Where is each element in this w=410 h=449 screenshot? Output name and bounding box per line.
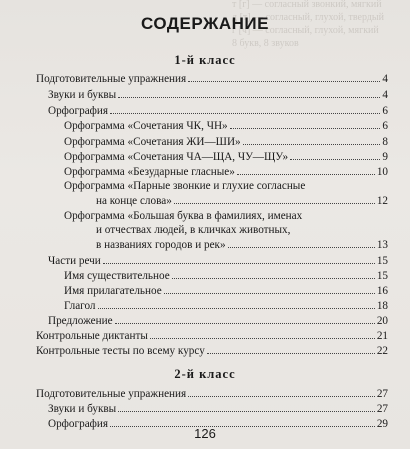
toc-entry-label[interactable]: Орфограмма «Большая буква в фамилиях, именах xyxy=(64,210,303,222)
leader-dots xyxy=(290,149,380,160)
toc-entry[interactable] xyxy=(48,253,388,268)
toc-entry-page: 27 xyxy=(376,403,388,415)
toc-entry-label: Подготовительные упражнения xyxy=(36,73,187,85)
toc-entry-continuation[interactable] xyxy=(96,193,388,208)
toc-entry[interactable] xyxy=(64,298,388,313)
ghost-line: д [т] — согласный, глухой, твердый xyxy=(232,12,384,23)
toc-entry-label-cont: на конце слова» xyxy=(96,195,172,207)
toc-entry[interactable] xyxy=(36,71,388,86)
leader-dots xyxy=(188,386,375,397)
toc-entry[interactable] xyxy=(36,328,388,343)
toc-entry-label: Глагол xyxy=(64,300,96,312)
leader-dots xyxy=(103,253,375,264)
leader-dots xyxy=(174,193,375,204)
toc-entry-page: 9 xyxy=(382,151,388,163)
leader-dots xyxy=(115,313,375,324)
toc-entry-page: 20 xyxy=(376,315,388,327)
leader-dots xyxy=(110,103,380,114)
toc-entry-label-cont: в названиях городов и рек» xyxy=(96,239,226,251)
toc-entry-page: 27 xyxy=(376,388,388,400)
toc-entry[interactable] xyxy=(64,283,388,298)
toc-entry-label: Звуки и буквы xyxy=(48,403,117,415)
toc-entry-page: 13 xyxy=(376,239,388,251)
toc-entry-label: Звуки и буквы xyxy=(48,89,117,101)
toc-entry-label: Орфография xyxy=(48,418,109,430)
toc-entry[interactable] xyxy=(36,343,388,358)
toc-entry-continuation[interactable] xyxy=(96,237,388,252)
toc-entry[interactable] xyxy=(48,313,388,328)
ghost-line: г [ч] — согласный, глухой, мягкий xyxy=(232,25,379,36)
toc-entry[interactable] xyxy=(64,134,388,149)
leader-dots xyxy=(150,328,375,339)
ghost-line: т [г] — согласный звонкий, мягкий xyxy=(232,0,382,10)
toc-entry[interactable] xyxy=(64,118,388,133)
toc-entry-page: 10 xyxy=(376,166,388,178)
leader-dots xyxy=(164,283,375,294)
leader-dots xyxy=(237,164,375,175)
leader-dots xyxy=(188,71,380,82)
toc-entry[interactable] xyxy=(36,386,388,401)
leader-dots xyxy=(230,118,381,129)
toc-entry-label: Подготовительные упражнения xyxy=(36,388,187,400)
leader-dots xyxy=(172,268,375,279)
toc-entry-page: 4 xyxy=(382,89,388,101)
toc-entry-label: Орфограмма «Безударные гласные» xyxy=(64,166,235,178)
toc-entry-label[interactable]: Орфограмма «Парные звонкие и глухие согласные xyxy=(64,180,306,192)
toc-entry-label: Контрольные тесты по всему курсу xyxy=(36,345,205,357)
toc-entry-page: 15 xyxy=(376,255,388,267)
toc-entry-label: Орфограмма «Сочетания ЧК, ЧН» xyxy=(64,120,228,132)
toc-entry-label: Имя существительное xyxy=(64,270,170,282)
toc-entry-page: 29 xyxy=(376,418,388,430)
page-title: СОДЕРЖАНИЕ xyxy=(141,14,269,33)
leader-dots xyxy=(228,237,375,248)
grade-2-heading: 2-й класс xyxy=(174,367,236,381)
leader-dots xyxy=(243,134,381,145)
toc-entry[interactable] xyxy=(64,149,388,164)
toc-entry-page: 4 xyxy=(382,73,388,85)
page-number: 126 xyxy=(194,426,216,441)
toc-entry-label-cont: и отчествах людей, в кличках животных, xyxy=(96,224,291,236)
toc-entry-page: 16 xyxy=(376,285,388,297)
toc-entry-label: Предложение xyxy=(48,315,113,327)
toc-entry-page: 15 xyxy=(376,270,388,282)
toc-entry-label: Части речи xyxy=(48,255,101,267)
toc-entry[interactable] xyxy=(48,103,388,118)
toc-entry-page: 21 xyxy=(376,330,388,342)
toc-entry[interactable] xyxy=(48,401,388,416)
toc-entry-page: 8 xyxy=(382,136,388,148)
toc-entry-label: Орфограмма «Сочетания ЧА—ЩА, ЧУ—ЩУ» xyxy=(64,151,289,163)
toc-entry-page: 18 xyxy=(376,300,388,312)
toc-entry[interactable] xyxy=(48,87,388,102)
leader-dots xyxy=(118,401,375,412)
toc-entry-page: 12 xyxy=(376,195,388,207)
leader-dots xyxy=(118,87,380,98)
toc-entry-page: 6 xyxy=(382,105,388,117)
toc-entry-label: Имя прилагательное xyxy=(64,285,162,297)
toc-entry-page: 6 xyxy=(382,120,388,132)
toc-entry-label: Контрольные диктанты xyxy=(36,330,148,342)
grade-1-heading: 1-й класс xyxy=(174,53,236,67)
leader-dots xyxy=(98,298,375,309)
toc-entry-page: 22 xyxy=(376,345,388,357)
toc-entry-label: Орфограмма «Сочетания ЖИ—ШИ» xyxy=(64,136,241,148)
leader-dots xyxy=(207,343,375,354)
toc-entry[interactable] xyxy=(64,268,388,283)
ghost-line: 8 букв, 8 звуков xyxy=(232,38,299,49)
toc-entry-label: Орфография xyxy=(48,105,109,117)
toc-entry[interactable] xyxy=(64,164,388,179)
